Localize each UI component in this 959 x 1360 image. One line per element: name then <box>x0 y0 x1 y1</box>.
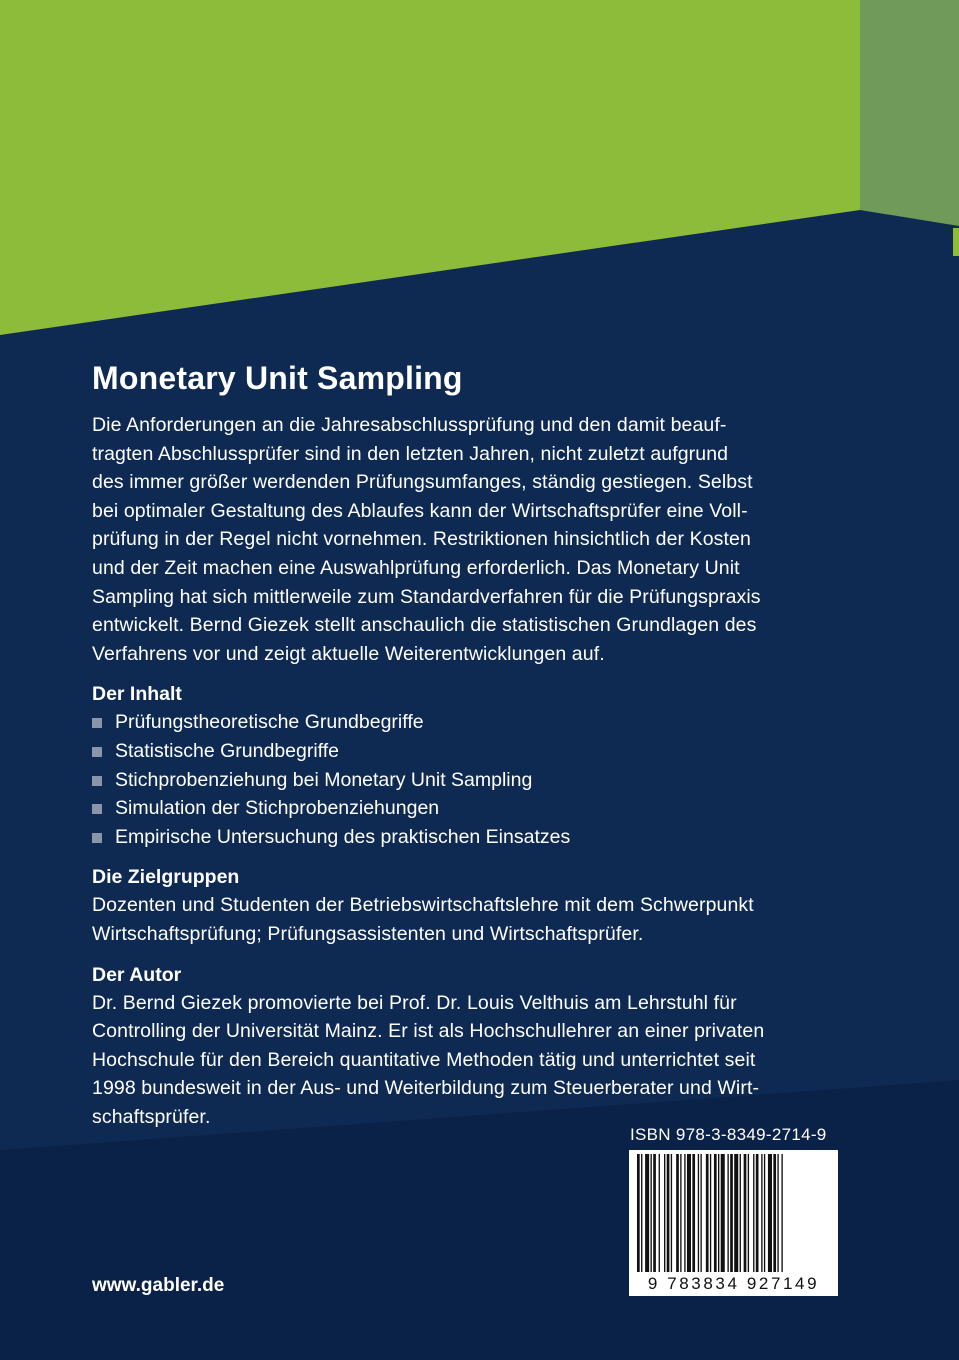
barcode-bar <box>684 1154 685 1272</box>
barcode-bar <box>734 1154 738 1272</box>
barcode-bar <box>781 1154 782 1272</box>
barcode-bar <box>645 1154 649 1272</box>
list-item <box>92 708 852 737</box>
back-cover-text <box>92 360 852 1131</box>
autor-line: Controlling der Universität Mainz. Er ist als Hochschullehrer an einer privaten <box>92 1020 765 1043</box>
barcode-bar <box>676 1154 679 1272</box>
inhalt-heading: Der Inhalt <box>92 683 182 706</box>
barcode-bar <box>706 1154 709 1272</box>
barcode-bar <box>667 1154 670 1272</box>
barcode-bar <box>777 1154 778 1272</box>
intro-line: des immer größer werdenden Prüfungsumfanges, ständig gestiegen. Selbst <box>92 471 753 494</box>
publisher-website: www.gabler.de <box>92 1275 225 1296</box>
list-item <box>92 794 852 823</box>
barcode-bar <box>744 1154 747 1272</box>
barcode-bar <box>773 1154 776 1272</box>
intro-line: Die Anforderungen an die Jahresabschlussprüfung und den damit beauf- <box>92 414 727 436</box>
barcode-bar <box>680 1154 681 1272</box>
barcode-bar <box>714 1154 717 1272</box>
barcode-bar <box>664 1154 665 1272</box>
barcode-bar <box>764 1154 765 1272</box>
zielgruppen-line: Dozenten und Studenten der Betriebswirtschaftslehre mit dem Schwerpunkt <box>92 894 754 917</box>
zielgruppen-line: Wirtschaftsprüfung; Prüfungsassistenten und Wirtschaftsprüfer. <box>92 922 644 945</box>
list-item-label: Stichprobenziehung bei Monetary Unit Sampling <box>115 768 533 791</box>
barcode-bar <box>756 1154 759 1272</box>
intro-line: und der Zeit machen eine Auswahlprüfung erforderlich. Das Monetary Unit <box>92 556 740 579</box>
barcode-bar <box>698 1154 699 1272</box>
autor-line: Dr. Bernd Giezek promovierte bei Prof. Dr. Louis Velthuis am Lehrstuhl für <box>92 991 737 1014</box>
isbn-label: ISBN 978-3-8349-2714-9 <box>630 1125 827 1144</box>
zielgruppen-paragraph <box>92 891 852 948</box>
list-item-label: Simulation der Stichprobenziehungen <box>115 797 440 820</box>
intro-line: bei optimaler Gestaltung des Ablaufes kann der Wirtschaftsprüfer eine Voll- <box>92 499 748 522</box>
barcode-bar <box>718 1154 719 1272</box>
barcode-bar <box>727 1154 728 1272</box>
autor-line: 1998 bundesweit in der Aus- und Weiterbildung zum Steuerberater und Wirt- <box>92 1077 760 1100</box>
autor-line: Hochschule für den Bereich quantitative Methoden tätig und unterrichtet seit <box>92 1048 756 1071</box>
barcode-bar <box>671 1154 672 1272</box>
barcode-bar <box>730 1154 733 1272</box>
bullet-square-icon <box>92 776 102 786</box>
barcode-bar <box>768 1154 772 1272</box>
barcode <box>629 1150 838 1296</box>
barcode-bar <box>748 1154 749 1272</box>
autor-paragraph <box>92 989 852 1132</box>
barcode-bar <box>700 1154 701 1272</box>
book-title: Monetary Unit Sampling <box>92 360 463 396</box>
barcode-bar <box>721 1154 725 1272</box>
bullet-square-icon <box>92 718 102 728</box>
barcode-bar <box>692 1154 695 1272</box>
inhalt-list <box>92 708 852 851</box>
intro-line: Verfahrens vor und zeigt aktuelle Weiterentwicklungen auf. <box>92 642 605 665</box>
bullet-square-icon <box>92 804 102 814</box>
barcode-bar <box>653 1154 656 1272</box>
list-item-label: Empirische Untersuchung des praktischen Einsatzes <box>115 825 571 848</box>
zielgruppen-heading: Die Zielgruppen <box>92 866 240 889</box>
intro-line: tragten Abschlussprüfer sind in den letzten Jahren, nicht zuletzt aufgrund <box>92 442 729 465</box>
barcode-bar <box>641 1154 642 1272</box>
barcode-bar <box>659 1154 660 1272</box>
barcode-bar <box>740 1154 741 1272</box>
intro-paragraph <box>92 411 852 668</box>
intro-line: prüfung in der Regel nicht vornehmen. Restriktionen hinsichtlich der Kosten <box>92 528 751 551</box>
barcode-bar <box>637 1154 640 1272</box>
bullet-square-icon <box>92 833 102 843</box>
barcode-bar <box>761 1154 762 1272</box>
autor-line: schaftsprüfer. <box>92 1105 211 1128</box>
bullet-square-icon <box>92 747 102 757</box>
autor-heading: Der Autor <box>92 963 182 986</box>
list-item-label: Prüfungstheoretische Grundbegriffe <box>115 711 424 734</box>
list-item <box>92 823 852 852</box>
barcode-bar <box>651 1154 652 1272</box>
intro-line: entwickelt. Bernd Giezek stellt anschaulich die statistischen Grundlagen des <box>92 614 757 637</box>
barcode-bar <box>710 1154 711 1272</box>
list-item-label: Statistische Grundbegriffe <box>115 739 340 762</box>
barcode-bar <box>753 1154 754 1272</box>
barcode-bar <box>687 1154 691 1272</box>
intro-line: Sampling hat sich mittlerweile zum Standardverfahren für die Prüfungspraxis <box>92 585 761 608</box>
list-item <box>92 737 852 766</box>
list-item <box>92 766 852 795</box>
barcode-digits: 9 783834 927149 <box>647 1274 820 1293</box>
